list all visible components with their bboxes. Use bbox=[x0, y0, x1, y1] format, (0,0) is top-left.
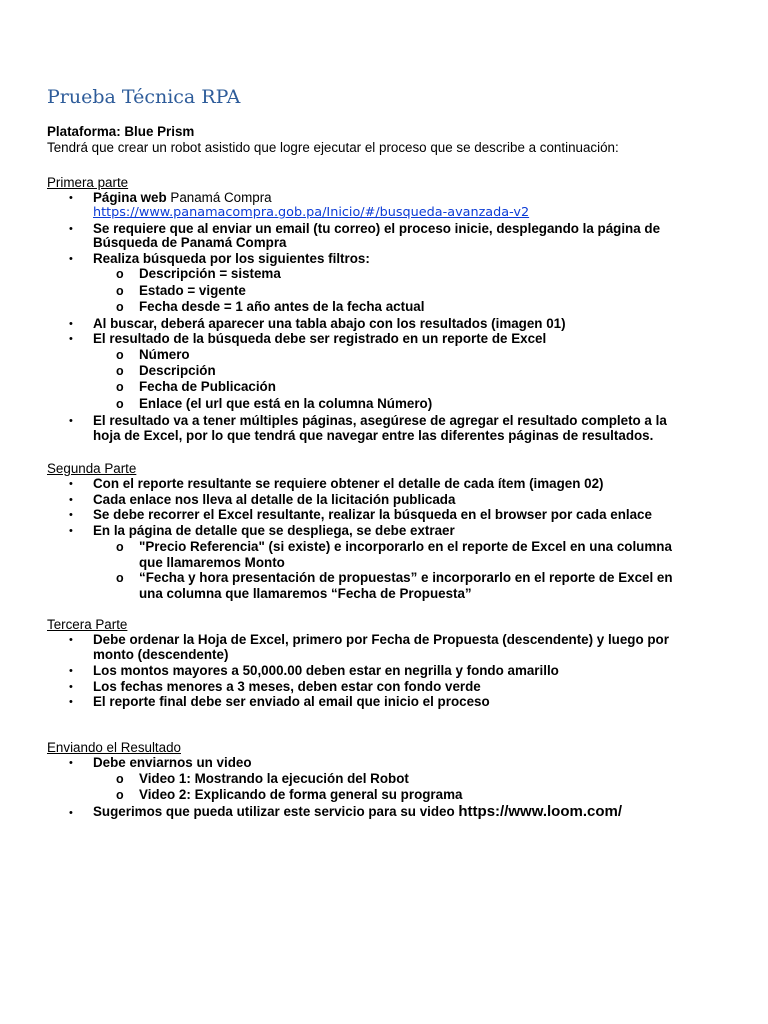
list-item: Realiza búsqueda por los siguientes filtros: bbox=[93, 251, 370, 266]
loom-suggestion-text: Sugerimos que pueda utilizar este servicio para su video bbox=[93, 804, 459, 819]
extract-item: “Fecha y hora presentación de propuestas” e incorporarlo en el reporte de Excel en bbox=[139, 570, 673, 585]
sub-bullet: o bbox=[116, 540, 124, 554]
list-item-continued: monto (descendente) bbox=[93, 647, 229, 662]
section-heading-segunda: Segunda Parte bbox=[47, 461, 137, 476]
list-item: Se debe recorrer el Excel resultante, realizar la búsqueda en el browser por cada enlace bbox=[93, 507, 652, 522]
list-item: Con el reporte resultante se requiere obtener el detalle de cada ítem (imagen 02) bbox=[93, 476, 604, 491]
column-item: Descripción bbox=[139, 363, 216, 378]
loom-suggestion-line bbox=[93, 804, 622, 820]
column-item: Fecha de Publicación bbox=[139, 379, 276, 394]
bullet: • bbox=[69, 757, 73, 769]
bullet: • bbox=[69, 253, 73, 265]
bullet: • bbox=[69, 318, 73, 330]
sub-bullet: o bbox=[116, 267, 124, 281]
bullet: • bbox=[69, 333, 73, 345]
web-name: Panamá Compra bbox=[166, 190, 272, 205]
bullet: • bbox=[69, 681, 73, 693]
sub-bullet: o bbox=[116, 284, 124, 298]
filter-item: Descripción = sistema bbox=[139, 266, 281, 281]
list-item: Los montos mayores a 50,000.00 deben estar en negrilla y fondo amarillo bbox=[93, 663, 559, 678]
sub-bullet: o bbox=[116, 348, 124, 362]
list-item: Debe ordenar la Hoja de Excel, primero por Fecha de Propuesta (descendente) y luego por bbox=[93, 632, 669, 647]
column-item: Enlace (el url que está en la columna Número) bbox=[139, 396, 433, 411]
extract-item-continued: una columna que llamaremos “Fecha de Propuesta” bbox=[139, 586, 472, 601]
list-item: En la página de detalle que se despliega, se debe extraer bbox=[93, 523, 455, 538]
loom-url[interactable]: https://www.loom.com/ bbox=[458, 803, 622, 820]
platform-line: Plataforma: Blue Prism bbox=[47, 124, 195, 139]
list-item: El reporte final debe ser enviado al email que inicio el proceso bbox=[93, 694, 490, 709]
sub-bullet: o bbox=[116, 788, 124, 802]
bullet: • bbox=[69, 223, 73, 235]
column-item: Número bbox=[139, 347, 190, 362]
sub-bullet: o bbox=[116, 571, 124, 585]
list-item: Debe enviarnos un video bbox=[93, 755, 252, 770]
list-item: Al buscar, deberá aparecer una tabla abajo con los resultados (imagen 01) bbox=[93, 316, 566, 331]
bullet: • bbox=[69, 634, 73, 646]
list-item: El resultado va a tener múltiples páginas, asegúrese de agregar el resultado completo a la bbox=[93, 413, 667, 428]
video-item: Video 2: Explicando de forma general su programa bbox=[139, 787, 463, 802]
bullet: • bbox=[69, 415, 73, 427]
sub-bullet: o bbox=[116, 380, 124, 394]
video-item: Video 1: Mostrando la ejecución del Robot bbox=[139, 771, 409, 786]
extract-item: "Precio Referencia" (si existe) e incorporarlo en el reporte de Excel en una columna bbox=[139, 539, 672, 554]
sub-bullet: o bbox=[116, 300, 124, 314]
bullet: • bbox=[69, 665, 73, 677]
bullet: • bbox=[69, 192, 73, 204]
web-label: Página web bbox=[93, 190, 167, 205]
section-heading-primera: Primera parte bbox=[47, 175, 129, 190]
panamacompra-link[interactable] bbox=[93, 204, 529, 221]
sub-bullet: o bbox=[116, 364, 124, 378]
document-title: Prueba Técnica RPA bbox=[47, 86, 241, 108]
section-heading-enviando: Enviando el Resultado bbox=[47, 740, 181, 755]
list-item: Los fechas menores a 3 meses, deben estar con fondo verde bbox=[93, 679, 481, 694]
sub-bullet: o bbox=[116, 772, 124, 786]
intro-description: Tendrá que crear un robot asistido que logre ejecutar el proceso que se describe a continuación: bbox=[47, 140, 619, 155]
bullet: • bbox=[69, 509, 73, 521]
list-item-continued: hoja de Excel, por lo que tendrá que navegar entre las diferentes páginas de resultados. bbox=[93, 428, 654, 443]
list-item-continued: Búsqueda de Panamá Compra bbox=[93, 235, 287, 250]
bullet: • bbox=[69, 494, 73, 506]
bullet: • bbox=[69, 696, 73, 708]
list-item: El resultado de la búsqueda debe ser registrado en un reporte de Excel bbox=[93, 331, 547, 346]
list-item: Se requiere que al enviar un email (tu correo) el proceso inicie, desplegando la página de bbox=[93, 221, 661, 236]
bullet: • bbox=[69, 478, 73, 490]
list-item: Cada enlace nos lleva al detalle de la licitación publicada bbox=[93, 492, 456, 507]
section-heading-tercera: Tercera Parte bbox=[47, 617, 128, 632]
extract-item-continued: que llamaremos Monto bbox=[139, 555, 285, 570]
filter-item: Estado = vigente bbox=[139, 283, 246, 298]
sub-bullet: o bbox=[116, 397, 124, 411]
bullet: • bbox=[69, 807, 73, 819]
filter-item: Fecha desde = 1 año antes de la fecha actual bbox=[139, 299, 425, 314]
bullet: • bbox=[69, 525, 73, 537]
url-text[interactable]: https://www.panamacompra.gob.pa/Inicio/#/busqueda-avanzada-v2 bbox=[93, 205, 530, 220]
